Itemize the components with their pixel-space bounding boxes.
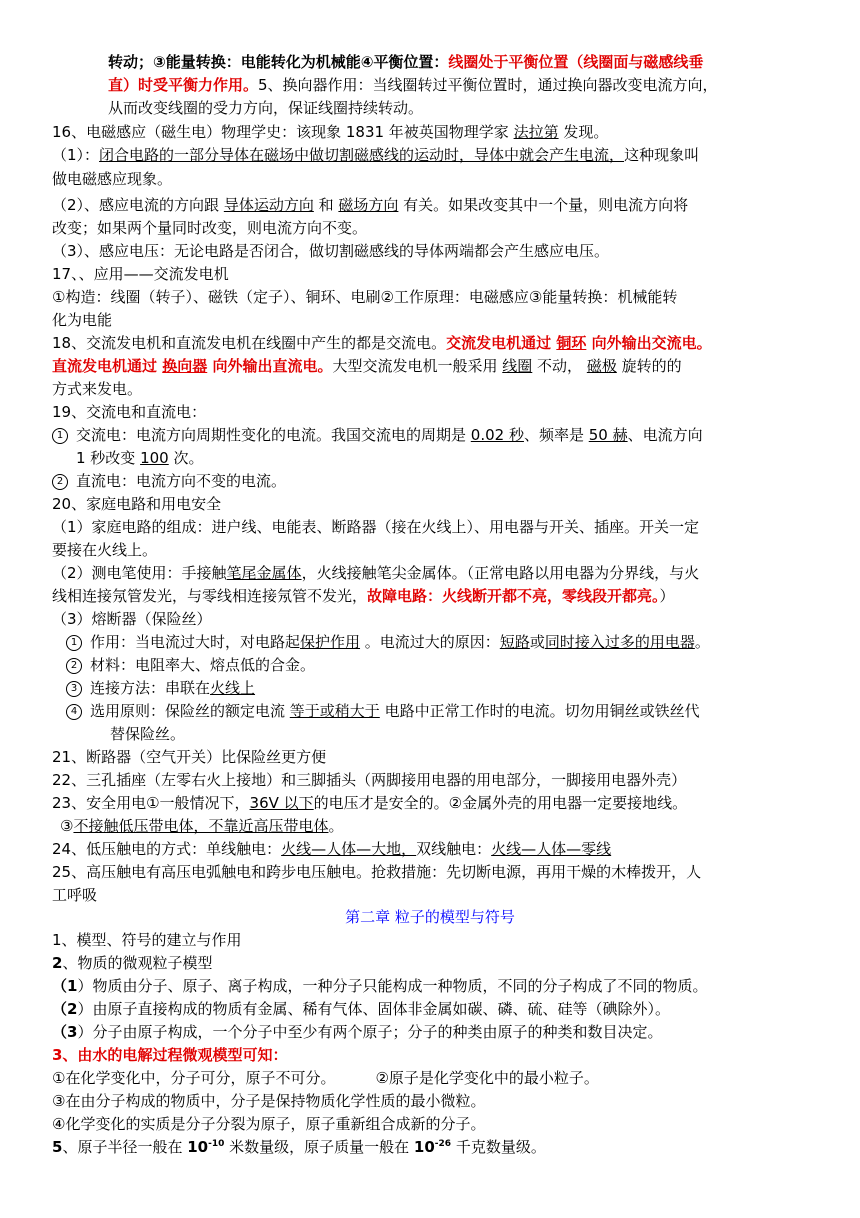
text-segment: ①构造：线圈（转子）、磁铁（定子）、铜环、电刷②工作原理：电磁感应③能量转换：机械能转 <box>52 288 678 306</box>
underlined-answer: 100 <box>140 449 169 467</box>
text-segment: 大型交流发电机一般采用 <box>332 357 503 375</box>
text-line <box>52 217 812 240</box>
text-segment: 方式来发电。 <box>52 380 143 398</box>
text-line <box>52 1021 812 1044</box>
underlined-answer: 铜环 <box>556 334 587 352</box>
text-segment: 要接在火线上。 <box>52 541 158 559</box>
text-segment: 、物质的微观粒子模型 <box>62 954 213 972</box>
highlight-red: 故障电路：火线断开都不亮，零线段开都亮。 <box>367 587 660 605</box>
exponent: -10 <box>208 1139 225 1149</box>
text-line <box>52 929 812 952</box>
text-segment: 交流电：电流方向周期性变化的电流。我国交流电的周期是 <box>76 426 471 444</box>
text-line <box>52 838 812 861</box>
underlined-answer: 闭合电路的一部分导体在磁场中做切割磁感线的运动时，导体中就会产生电流， <box>99 146 625 164</box>
text-line <box>52 998 812 1021</box>
text-line <box>52 355 812 378</box>
text-segment: 选用原则：保险丝的额定电流 <box>90 702 290 720</box>
text-segment: 不动， <box>532 357 587 375</box>
underlined-answer: 保护作用 <box>300 633 361 651</box>
text-segment: 千克数量级。 <box>451 1138 546 1156</box>
text-line <box>52 746 812 769</box>
text-line <box>66 677 826 700</box>
highlight-red: 直）时受平衡力作用。 <box>108 76 259 94</box>
text-segment: ）分子由原子构成，一个分子中至少有两个原子；分子的种类由原子的种类和数目决定。 <box>77 1023 663 1041</box>
text-segment: ③在由分子构成的物质中，分子是保持物质化学性质的最小微粒。 <box>52 1092 486 1110</box>
text-line <box>52 562 812 585</box>
text-segment: 10 <box>187 1138 209 1156</box>
chapter-heading: 第二章 粒子的模型与符号 <box>345 908 515 926</box>
underlined-answer: 短路 <box>499 633 530 651</box>
text-segment: 或 <box>529 633 545 651</box>
text-line <box>52 884 812 907</box>
text-segment: 连接方法：串联在 <box>90 679 211 697</box>
underlined-answer: 50 赫 <box>588 426 628 444</box>
text-line <box>52 309 812 332</box>
highlight-red: 交流发电机通过 <box>446 334 557 352</box>
text-segment: 19、交流电和直流电： <box>52 403 207 421</box>
text-segment: 作用：当电流过大时，对电路起 <box>90 633 301 651</box>
text-line <box>52 769 812 792</box>
text-segment: （3 <box>52 1023 78 1041</box>
text-segment: 5 <box>52 1138 63 1156</box>
text-segment: （3）熔断器（保险丝） <box>52 610 212 628</box>
text-segment: 5、换向器作用：当线圈转过平衡位置时，通过换向器改变电流方向， <box>258 76 718 94</box>
text-segment: 工呼吸 <box>52 886 98 904</box>
underlined-answer: 火线—人体—大地， <box>281 840 417 858</box>
text-line <box>52 378 812 401</box>
text-line <box>52 861 812 884</box>
text-line <box>52 1090 812 1113</box>
text-segment: 2 <box>52 954 63 972</box>
text-line <box>66 700 826 723</box>
text-line <box>52 168 812 191</box>
exponent: -26 <box>434 1139 452 1149</box>
text-line <box>108 74 860 97</box>
text-line <box>52 240 812 263</box>
text-line <box>52 144 812 167</box>
text-segment: 有关。如果改变其中一个量，则电流方向将 <box>398 196 689 214</box>
text-segment: 20、家庭电路和用电安全 <box>52 495 222 513</box>
text-line <box>52 1113 812 1136</box>
text-segment: 双线触电： <box>416 840 492 858</box>
text-segment: 24、低压触电的方式：单线触电： <box>52 840 282 858</box>
highlight-red: 3、由水的电解过程微观模型可知： <box>52 1046 288 1064</box>
text-line <box>52 952 812 975</box>
text-segment: 16、电磁感应（磁生电）物理学史：该现象 1831 年被英国物理学家 <box>52 123 514 141</box>
text-segment: ④化学变化的实质是分子分裂为原子，原子重新组合成新的分子。 <box>52 1115 486 1133</box>
underlined-answer: 等于或稍大于 <box>289 702 380 720</box>
text-line <box>52 286 812 309</box>
text-line <box>108 51 860 74</box>
text-segment: 从而改变线圈的受力方向，保证线圈持续转动。 <box>108 99 424 117</box>
text-line <box>52 975 812 998</box>
text-segment: 17、、应用——交流发电机 <box>52 265 229 283</box>
circled-number: 4 <box>66 704 82 720</box>
text-segment: 这种现象叫 <box>624 146 700 164</box>
text-line <box>52 121 812 144</box>
text-segment: （2 <box>52 1000 78 1018</box>
text-segment: （1）家庭电路的组成：进户线、电能表、断路器（接在火线上）、用电器与开关、插座。开关一定 <box>52 518 700 536</box>
text-segment: 和 <box>313 196 339 214</box>
text-segment: 旋转的的 <box>616 357 682 375</box>
text-line <box>52 194 812 217</box>
text-segment: 23、安全用电①一般情况下， <box>52 794 250 812</box>
underlined-answer: 笔尾金属体 <box>226 564 302 582</box>
text-segment: 18、交流发电机和直流发电机在线圈中产生的都是交流电。 <box>52 334 447 352</box>
text-segment: （2）测电笔使用：手接触 <box>52 564 227 582</box>
text-segment: ③ <box>60 817 74 835</box>
text-line <box>110 723 860 746</box>
text-line <box>52 585 812 608</box>
circled-number: 1 <box>66 635 82 651</box>
highlight-red: 向外输出交流电。 <box>586 334 712 352</box>
circled-number: 2 <box>66 658 82 674</box>
text-line <box>66 654 826 677</box>
text-segment: 、频率是 <box>523 426 589 444</box>
circled-number: 1 <box>52 428 68 444</box>
text-segment: 改变；如果两个量同时改变，则电流方向不变。 <box>52 219 368 237</box>
text-segment: 、电流方向 <box>627 426 703 444</box>
highlight-red: 直流发电机通过 <box>52 357 163 375</box>
text-segment: 电路中正常工作时的电流。切勿用铜丝或铁丝代 <box>379 702 700 720</box>
text-segment: ，火线接触笔尖金属体。（正常电路以用电器为分界线，与火 <box>301 564 700 582</box>
text-segment: 的电压才是安全的。②金属外壳的用电器一定要接地线。 <box>313 794 688 812</box>
text-line <box>52 424 812 447</box>
text-line <box>52 1044 812 1067</box>
text-segment: 做电磁感应现象。 <box>52 170 173 188</box>
underlined-answer: 法拉第 <box>513 123 559 141</box>
text-segment: 21、断路器（空气开关）比保险丝更方便 <box>52 748 327 766</box>
text-line <box>52 470 812 493</box>
underlined-answer: 换向器 <box>162 357 208 375</box>
underlined-answer: 同时接入过多的用电器 <box>544 633 695 651</box>
text-segment: ）物质由分子、原子、离子构成，一种分子只能构成一种物质，不同的分子构成了不同的物质。 <box>77 977 708 995</box>
text-segment: 化为电能 <box>52 311 113 329</box>
text-segment: 替保险丝。 <box>110 725 186 743</box>
underlined-answer: 磁极 <box>586 357 617 375</box>
text-segment: （2）、感应电流的方向跟 <box>52 196 224 214</box>
text-segment: 25、高压触电有高压电弧触电和跨步电压触电。抢救措施：先切断电源，再用干燥的木棒拨开，人 <box>52 863 702 881</box>
text-segment: 。 <box>328 817 344 835</box>
text-segment: ②原子是化学变化中的最小粒子。 <box>375 1069 599 1087</box>
text-segment: 材料：电阻率大、熔点低的合金。 <box>90 656 316 674</box>
text-segment: 22、三孔插座（左零右火上接地）和三脚插头（两脚接用电器的用电部分，一脚接用电器外壳） <box>52 771 687 789</box>
text-line <box>66 631 826 654</box>
text-segment: 次。 <box>168 449 204 467</box>
text-segment: 发现。 <box>558 123 609 141</box>
text-segment: （1 <box>52 977 78 995</box>
text-line <box>52 493 812 516</box>
text-segment: ） <box>659 587 675 605</box>
underlined-answer: 0.02 秒 <box>470 426 524 444</box>
text-line <box>52 1136 812 1159</box>
text-segment: ①在化学变化中，分子可分，原子不可分。 <box>52 1069 336 1087</box>
text-segment: 10 <box>413 1138 435 1156</box>
text-line <box>52 401 812 424</box>
text-segment: 直流电：电流方向不变的电流。 <box>76 472 287 490</box>
text-segment: （3）、感应电压：无论电路是否闭合，做切割磁感线的导体两端都会产生感应电压。 <box>52 242 610 260</box>
highlight-red: 向外输出直流电。 <box>207 357 333 375</box>
text-line <box>76 447 836 470</box>
text-segment: 线相连接氖管发光，与零线相连接氖管不发光， <box>52 587 368 605</box>
underlined-answer: 火线上 <box>210 679 256 697</box>
text-line <box>52 263 812 286</box>
text-line <box>52 516 812 539</box>
text-line <box>52 332 812 355</box>
text-segment: 。电流过大的原因： <box>360 633 500 651</box>
text-line <box>52 608 812 631</box>
text-segment: 。 <box>694 633 710 651</box>
text-line <box>52 792 812 815</box>
text-segment: （1）： <box>52 146 100 164</box>
text-segment: 1 秒改变 <box>76 449 141 467</box>
circled-number: 3 <box>66 681 82 697</box>
underlined-answer: 火线—人体—零线 <box>491 840 612 858</box>
text-segment: 1、模型、符号的建立与作用 <box>52 931 242 949</box>
underlined-answer: 36V 以下 <box>249 794 314 812</box>
text-line <box>52 1067 812 1090</box>
circled-number: 2 <box>52 474 68 490</box>
highlight-red: 线圈处于平衡位置（线圈面与磁感线垂 <box>448 53 704 71</box>
text-segment: ）由原子直接构成的物质有金属、稀有气体、固体非金属如碳、磷、硫、硅等（碘除外）。 <box>77 1000 670 1018</box>
text-line <box>108 97 860 120</box>
text-line <box>60 815 820 838</box>
underlined-answer: 线圈 <box>502 357 533 375</box>
underlined-answer: 导体运动方向 <box>223 196 314 214</box>
text-segment: 转动；③能量转换：电能转化为机械能④平衡位置： <box>108 53 449 71</box>
text-segment: 、原子半径一般在 <box>62 1138 188 1156</box>
text-segment: 米数量级，原子质量一般在 <box>224 1138 414 1156</box>
underlined-answer: 不接触低压带电体，不靠近高压带电体 <box>73 817 329 835</box>
text-line <box>52 539 812 562</box>
underlined-answer: 磁场方向 <box>338 196 399 214</box>
